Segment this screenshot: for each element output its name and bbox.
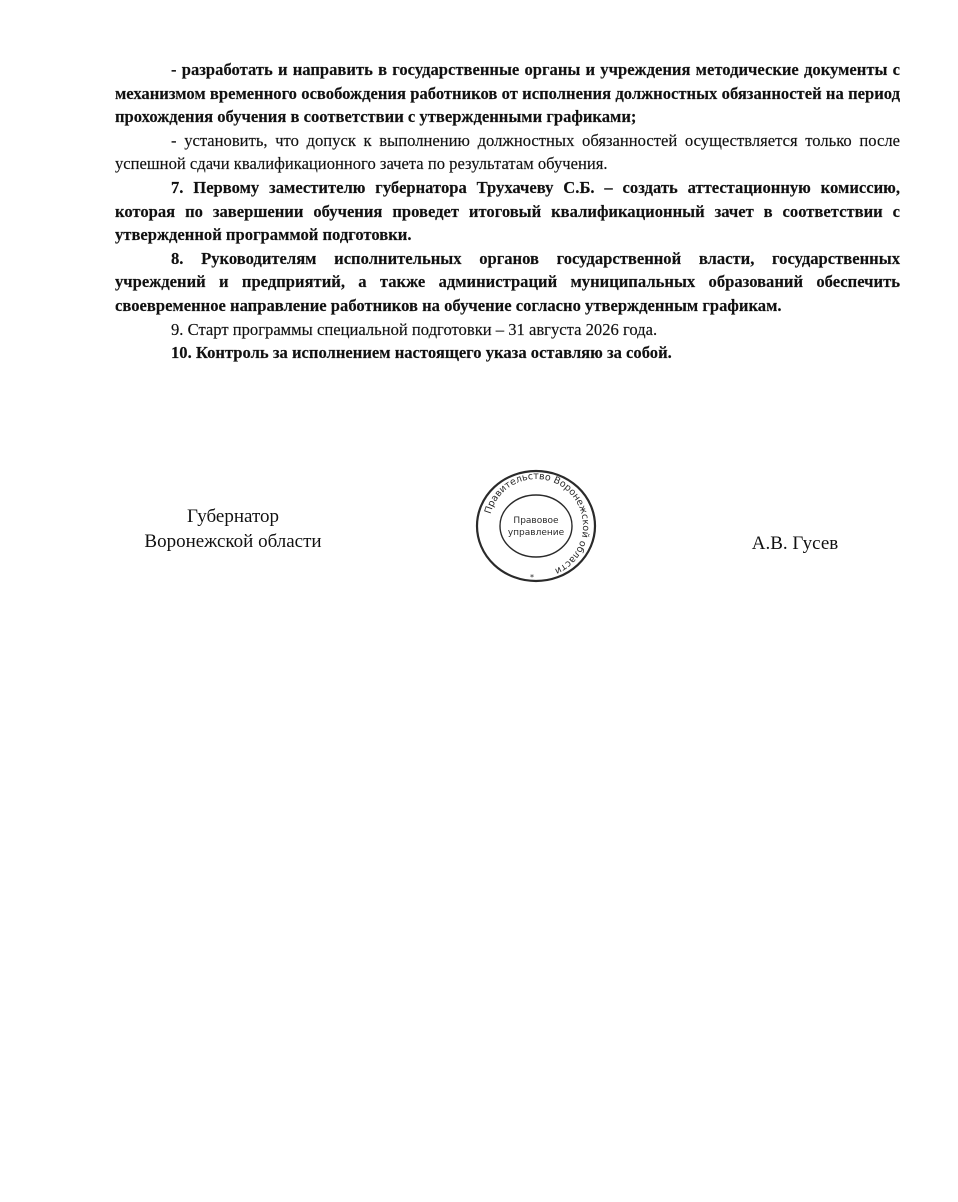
official-seal xyxy=(471,466,601,586)
paragraph-item-8: 8. Руководителям исполнительных органов государственной власти, государственных учреждений и предприятий, а также администраций муниципальных образований обеспечить своевременное направление работников на обучение согласно утвержденным графикам. xyxy=(115,248,900,315)
seal-star: * xyxy=(530,573,534,582)
signatory-title-line-1: Губернатор xyxy=(186,506,280,527)
paragraph-admission-rule: - установить, что допуск к выполнению должностных обязанностей осуществляется только после успешной сдачи квалификационного зачета по результатам обучения. xyxy=(115,130,900,174)
seal-center-line-1: Правовое xyxy=(513,516,559,526)
signatory-title-line-2: Воронежской области xyxy=(144,531,322,552)
signatory-title xyxy=(118,504,348,554)
seal-center-line-2: управление xyxy=(507,528,565,538)
signatory-name: А.В. Гусев xyxy=(751,533,839,554)
paragraph-methodical-documents: - разработать и направить в государственные органы и учреждения методические документы с механизмом временного освобождения работников от исполнения должностных обязанностей на период прохождения обучения в соответствии с утвержденными графиками; xyxy=(115,60,900,127)
paragraph-item-7: 7. Первому заместителю губернатора Трухачеву С.Б. – создать аттестационную комиссию, которая по завершении обучения проведет итоговый квалификационный зачет в соответствии с утвержденной программой подготовки. xyxy=(115,177,900,245)
paragraph-item-10: 10. Контроль за исполнением настоящего указа оставляю за собой. xyxy=(171,343,672,363)
decree-body xyxy=(115,58,900,365)
paragraph-item-9: 9. Старт программы специальной подготовки – 31 августа 2026 года. xyxy=(171,319,658,339)
seal-stamp-icon xyxy=(471,466,601,586)
seal-ring-text: Правительство Воронежской области xyxy=(482,470,592,577)
